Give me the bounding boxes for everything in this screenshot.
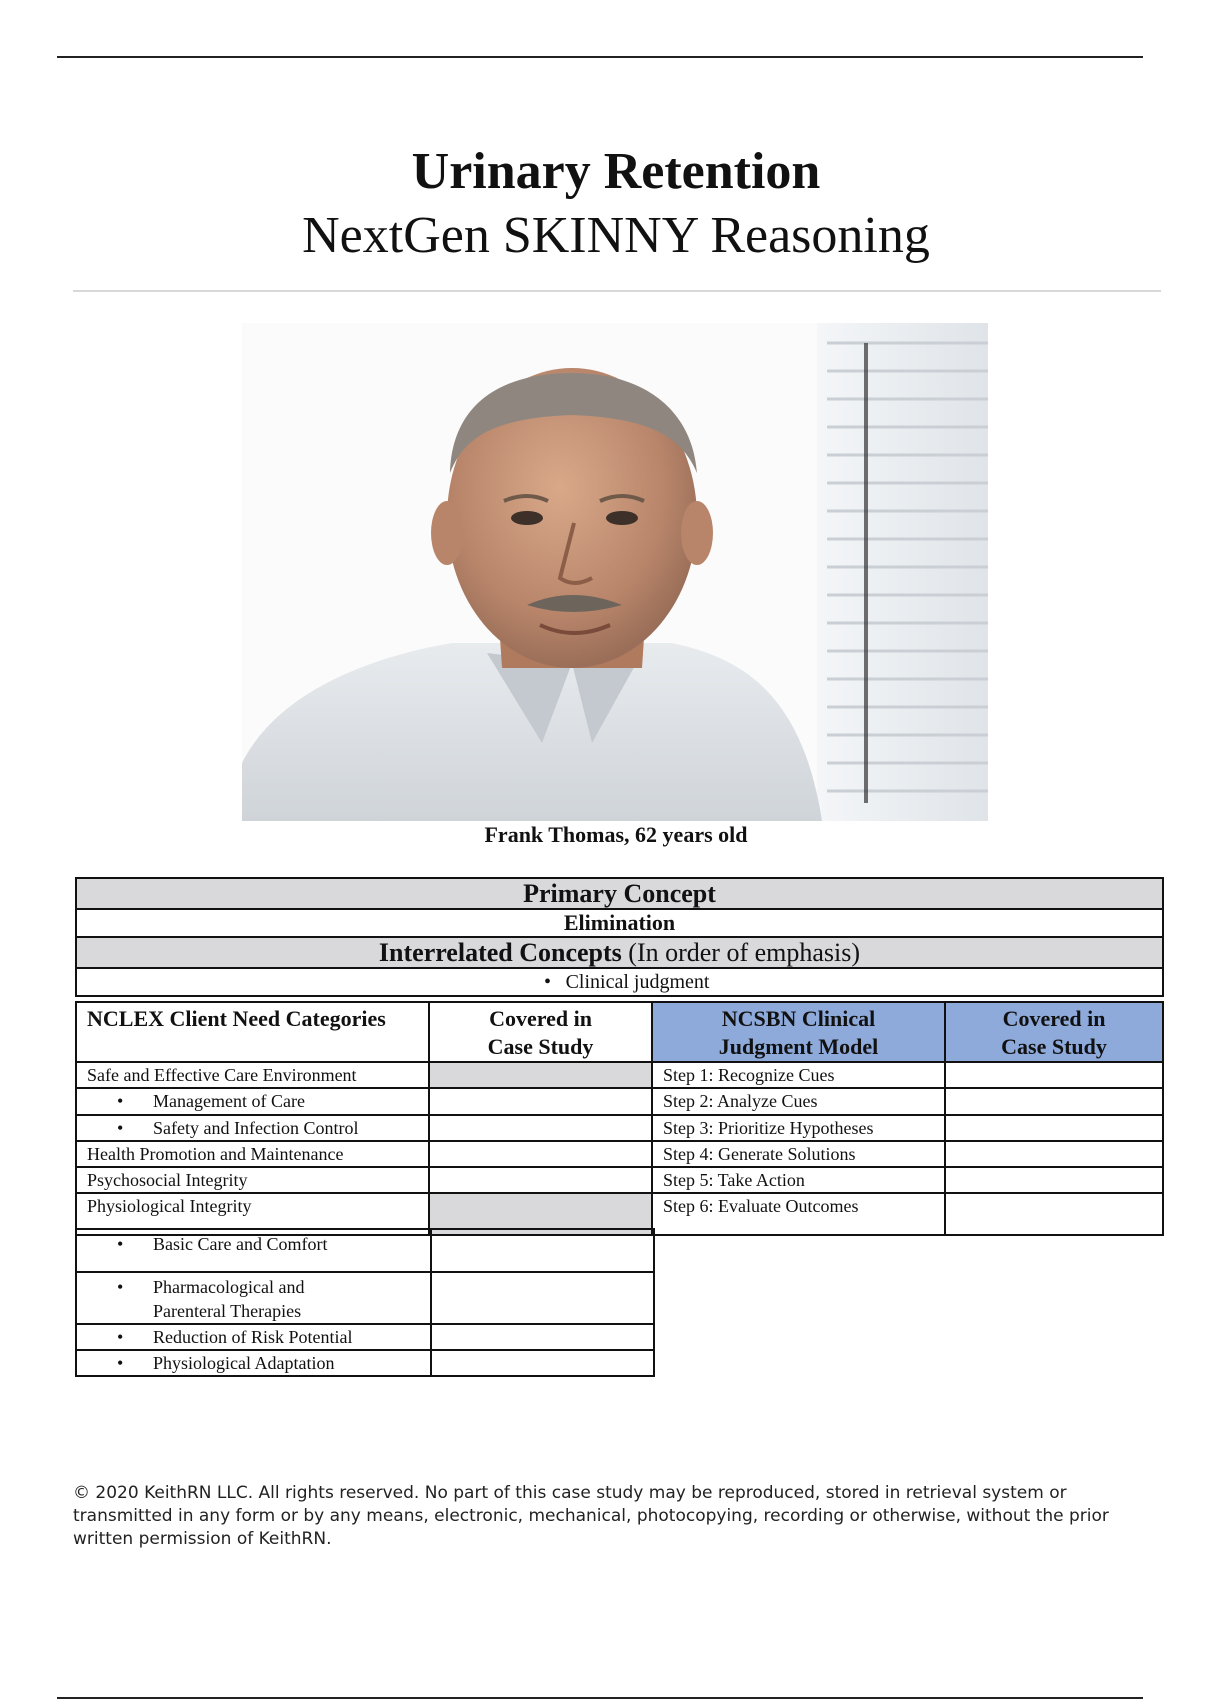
covered-header-left-line2: Case Study bbox=[487, 1034, 594, 1059]
interrelated-item bbox=[76, 968, 1163, 996]
nclex-row bbox=[76, 1088, 429, 1115]
covered-cell-left bbox=[429, 1062, 652, 1088]
ncsbn-step: Step 4: Generate Solutions bbox=[652, 1141, 945, 1167]
covered-cell-right bbox=[945, 1167, 1163, 1193]
interrelated-item-label: Clinical judgment bbox=[565, 971, 710, 993]
covered-cell-left bbox=[429, 1167, 652, 1193]
nclex-ncsbn-table bbox=[75, 1001, 1164, 1236]
row-bullet: • bbox=[117, 1353, 124, 1373]
ncsbn-header-line2: Judgment Model bbox=[718, 1034, 879, 1059]
nclex-row bbox=[76, 1115, 429, 1141]
covered-cell-left bbox=[429, 1141, 652, 1167]
patient-photo bbox=[242, 323, 988, 821]
nclex-header: NCLEX Client Need Categories bbox=[76, 1002, 429, 1062]
nclex-row-label-wrap bbox=[153, 1275, 304, 1323]
row-bullet: • bbox=[117, 1234, 124, 1254]
covered-header-left bbox=[429, 1002, 652, 1062]
covered-header-right-line1: Covered in bbox=[1002, 1006, 1106, 1031]
title-divider bbox=[73, 290, 1161, 292]
covered-cell-right bbox=[945, 1141, 1163, 1167]
interrelated-concepts-heading bbox=[76, 937, 1163, 968]
covered-cell-right bbox=[945, 1062, 1163, 1088]
patient-caption: Frank Thomas, 62 years old bbox=[484, 822, 748, 847]
nclex-row: Psychosocial Integrity bbox=[76, 1167, 429, 1193]
nclex-row-label: Pharmacological and bbox=[153, 1277, 305, 1297]
nclex-row-label: Basic Care and Comfort bbox=[153, 1234, 328, 1254]
ncsbn-header bbox=[652, 1002, 945, 1062]
primary-concept-value: Elimination bbox=[76, 909, 1163, 937]
nclex-row-label: Management of Care bbox=[153, 1091, 305, 1111]
interrelated-note: (In order of emphasis) bbox=[628, 938, 861, 967]
covered-header-right bbox=[945, 1002, 1163, 1062]
nclex-row bbox=[76, 1229, 431, 1272]
ncsbn-step: Step 6: Evaluate Outcomes bbox=[652, 1193, 945, 1235]
ncsbn-step: Step 1: Recognize Cues bbox=[652, 1062, 945, 1088]
concepts-table bbox=[75, 877, 1164, 997]
covered-cell-right bbox=[945, 1193, 1163, 1235]
covered-cell-left bbox=[431, 1350, 654, 1376]
copyright-footer: © 2020 KeithRN LLC. All rights reserved. No part of this case study may be reproduced, stored in retrieval system or transmitted in any form or by any means, electronic, mechanical, photocopying, recording or otherwise, without the prior written permission of KeithRN. bbox=[73, 1483, 1109, 1549]
covered-header-right-line2: Case Study bbox=[1001, 1034, 1107, 1059]
nclex-row bbox=[76, 1324, 431, 1350]
covered-cell-left bbox=[431, 1229, 654, 1272]
covered-cell-right bbox=[945, 1088, 1163, 1115]
row-bullet: • bbox=[117, 1277, 124, 1297]
row-bullet: • bbox=[117, 1118, 124, 1138]
top-rule bbox=[57, 56, 1143, 58]
primary-concept-heading: Primary Concept bbox=[76, 878, 1163, 909]
covered-cell-left bbox=[429, 1088, 652, 1115]
ncsbn-step: Step 2: Analyze Cues bbox=[652, 1088, 945, 1115]
document-title: Urinary Retention bbox=[411, 143, 821, 200]
nclex-row bbox=[76, 1350, 431, 1376]
nclex-row: Safe and Effective Care Environment bbox=[76, 1062, 429, 1088]
ncsbn-step: Step 3: Prioritize Hypotheses bbox=[652, 1115, 945, 1141]
covered-cell-left bbox=[431, 1324, 654, 1350]
row-bullet: • bbox=[117, 1327, 124, 1347]
interrelated-heading-text: Interrelated Concepts bbox=[378, 938, 622, 967]
document-subtitle: NextGen SKINNY Reasoning bbox=[302, 207, 930, 264]
interrelated-bullet: • bbox=[544, 971, 552, 993]
physiological-subtable bbox=[75, 1228, 655, 1377]
covered-cell-left bbox=[429, 1115, 652, 1141]
nclex-row-label: Safety and Infection Control bbox=[153, 1118, 359, 1138]
covered-cell-right bbox=[945, 1115, 1163, 1141]
nclex-row-label-cont: Parenteral Therapies bbox=[153, 1301, 302, 1321]
nclex-row bbox=[76, 1272, 431, 1324]
ncsbn-step: Step 5: Take Action bbox=[652, 1167, 945, 1193]
nclex-row: Health Promotion and Maintenance bbox=[76, 1141, 429, 1167]
nclex-row: Physiological Integrity bbox=[76, 1193, 429, 1235]
ncsbn-header-line1: NCSBN Clinical bbox=[721, 1006, 876, 1031]
bottom-rule bbox=[57, 1697, 1143, 1699]
nclex-row-label: Physiological Adaptation bbox=[153, 1353, 335, 1373]
row-bullet: • bbox=[117, 1091, 124, 1111]
covered-cell-left bbox=[431, 1272, 654, 1324]
covered-header-left-line1: Covered in bbox=[489, 1006, 592, 1031]
nclex-row-label: Reduction of Risk Potential bbox=[153, 1327, 353, 1347]
